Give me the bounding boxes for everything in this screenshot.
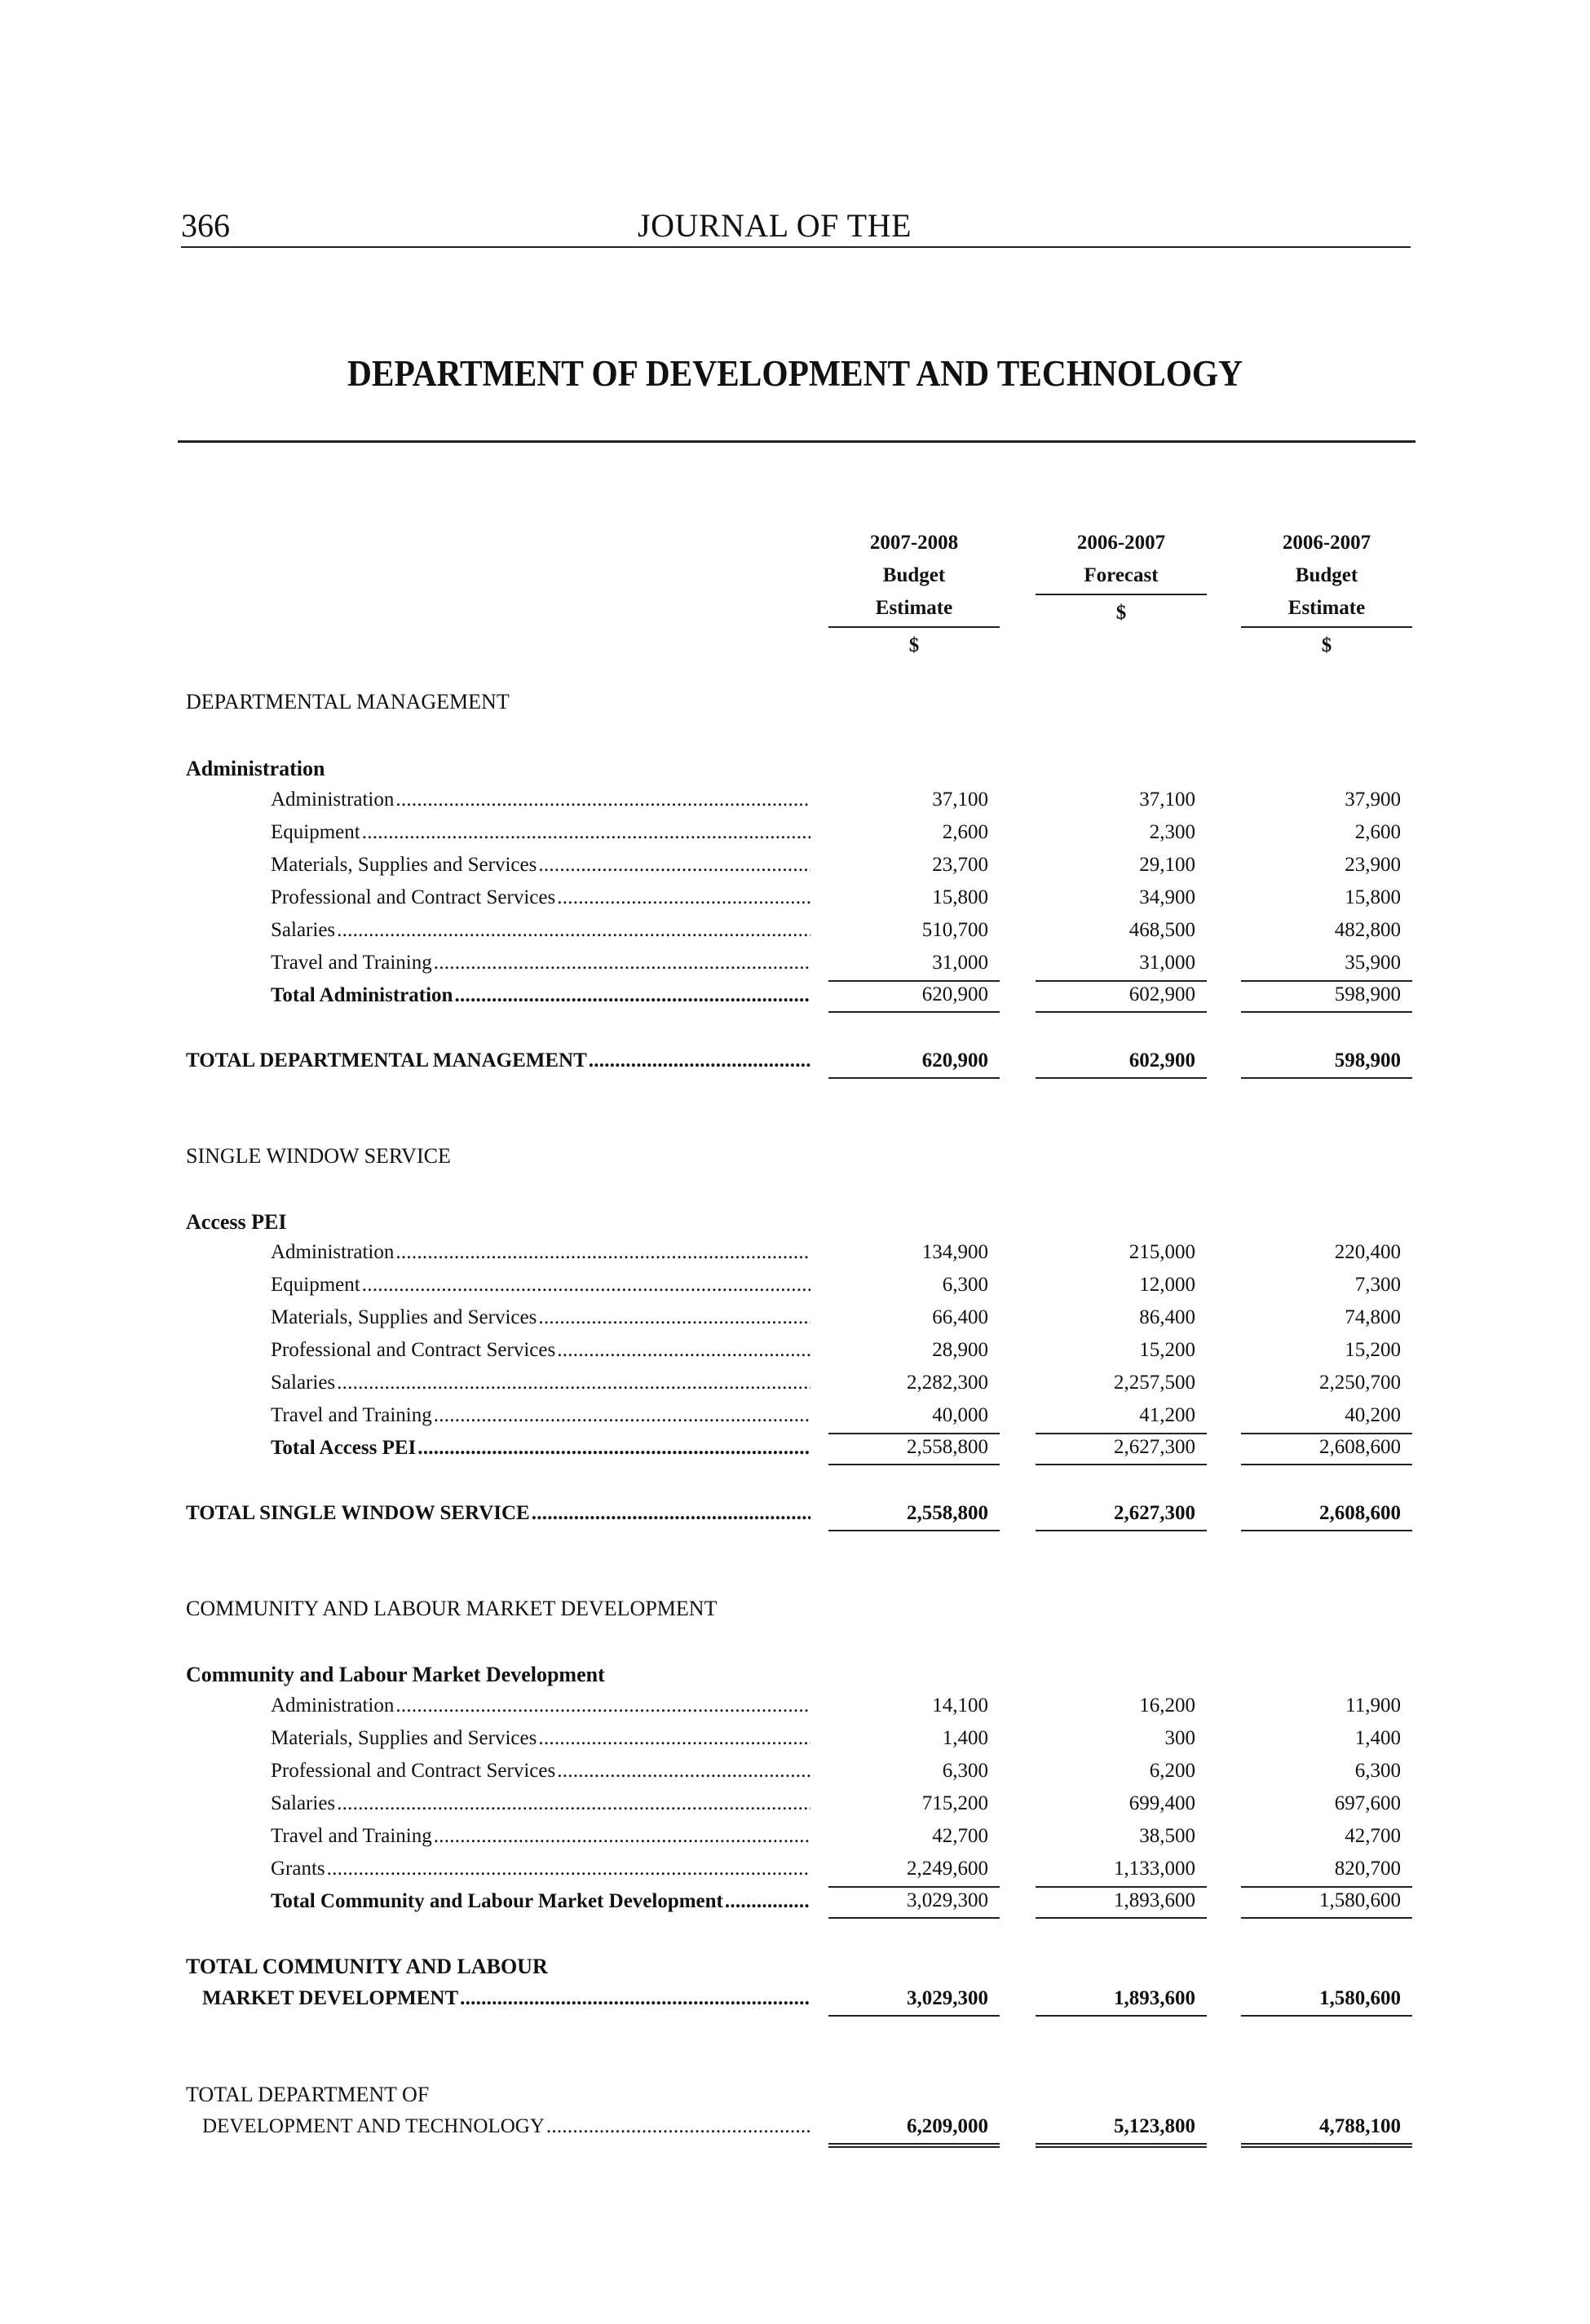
- line-item-value: 40,200: [1345, 1404, 1401, 1426]
- line-item-value: 66,400: [932, 1306, 988, 1328]
- line-item-value: 2,282,300: [907, 1372, 988, 1394]
- line-item-label: Equipment . . .: [271, 821, 810, 849]
- subtotal-value: 620,900: [828, 980, 1000, 1013]
- line-item-value: 15,200: [1139, 1339, 1195, 1361]
- section-total-value: 3,029,300: [828, 1987, 1000, 2017]
- line-item-value: 220,400: [1334, 1241, 1401, 1263]
- subtotal-label: Total Access PEI . . .: [271, 1437, 810, 1465]
- line-item-value: 31,000: [1139, 952, 1195, 974]
- journal-title: JOURNAL OF THE: [638, 207, 912, 244]
- section-total-value: 2,608,600: [1241, 1502, 1412, 1531]
- sub-heading: Administration: [186, 757, 325, 780]
- line-item-value: 15,800: [1345, 886, 1401, 908]
- line-item-value: 74,800: [1345, 1306, 1401, 1328]
- line-item-value: 16,200: [1139, 1694, 1195, 1716]
- section-total-value: 2,627,300: [1036, 1502, 1207, 1531]
- line-item-label: Salaries . . .: [271, 1792, 810, 1820]
- line-item-value: 34,900: [1139, 886, 1195, 908]
- title-rule: [178, 440, 1416, 443]
- line-item-value: 2,300: [1149, 821, 1195, 843]
- line-item-value: 134,900: [921, 1241, 988, 1263]
- subtotal-value: 2,627,300: [1036, 1433, 1207, 1465]
- document-title: DEPARTMENT OF DEVELOPMENT AND TECHNOLOGY: [347, 353, 1243, 394]
- line-item-value: 37,100: [932, 789, 988, 811]
- line-item-value: 715,200: [921, 1792, 988, 1814]
- line-item-value: 1,400: [1354, 1727, 1401, 1749]
- section-total-label: TOTAL SINGLE WINDOW SERVICE . . .: [186, 1502, 810, 1530]
- line-item-label: Materials, Supplies and Services . . .: [271, 854, 810, 881]
- line-item-label: Administration . . .: [271, 1694, 810, 1722]
- line-item-value: 15,800: [932, 886, 988, 908]
- running-header: [181, 201, 1411, 248]
- line-item-value: 6,300: [1354, 1760, 1401, 1782]
- page-number: 366: [181, 207, 230, 244]
- line-item-label: Salaries . . .: [271, 919, 810, 947]
- line-item-value: 23,700: [932, 854, 988, 876]
- line-item-label: Salaries . . .: [271, 1372, 810, 1399]
- column-header-budget-2006-2007: 2006-2007 Budget Estimate $: [1241, 527, 1412, 662]
- line-item-value: 14,100: [932, 1694, 988, 1716]
- section-total-value: 620,900: [828, 1049, 1000, 1079]
- section-total-label: TOTAL DEPARTMENTAL MANAGEMENT . . .: [186, 1049, 810, 1077]
- line-item-label: Travel and Training . . .: [271, 1825, 810, 1853]
- line-item-label: Administration . . .: [271, 1241, 810, 1269]
- section-heading: COMMUNITY AND LABOUR MARKET DEVELOPMENT: [186, 1597, 718, 1620]
- line-item-value: 2,257,500: [1114, 1372, 1195, 1394]
- line-item-value: 28,900: [932, 1339, 988, 1361]
- line-item-label: Travel and Training . . .: [271, 952, 810, 979]
- line-item-value: 42,700: [1345, 1825, 1401, 1847]
- line-item-value: 37,100: [1139, 789, 1195, 811]
- line-item-value: 2,600: [942, 821, 988, 843]
- line-item-value: 2,250,700: [1319, 1372, 1401, 1394]
- section-total-value: 1,580,600: [1241, 1987, 1412, 2017]
- line-item-value: 482,800: [1334, 919, 1401, 941]
- line-item-value: 23,900: [1345, 854, 1401, 876]
- line-item-label: Materials, Supplies and Services . . .: [271, 1306, 810, 1334]
- line-item-value: 215,000: [1128, 1241, 1195, 1263]
- line-item-value: 15,200: [1345, 1339, 1401, 1361]
- line-item-value: 510,700: [921, 919, 988, 941]
- subtotal-value: 598,900: [1241, 980, 1412, 1013]
- subtotal-value: 2,608,600: [1241, 1433, 1412, 1465]
- section-total-value: 1,893,600: [1036, 1987, 1207, 2017]
- grand-total-value: 5,123,800: [1036, 2115, 1207, 2148]
- section-heading: SINGLE WINDOW SERVICE: [186, 1144, 451, 1168]
- section-total-value: 2,558,800: [828, 1502, 1000, 1531]
- subtotal-value: 2,558,800: [828, 1433, 1000, 1465]
- grand-total-label-line1: TOTAL DEPARTMENT OF: [186, 2083, 430, 2106]
- line-item-value: 12,000: [1139, 1274, 1195, 1296]
- subtotal-value: 3,029,300: [828, 1886, 1000, 1919]
- line-item-label: Travel and Training . . .: [271, 1404, 810, 1432]
- subtotal-label: Total Administration . . .: [271, 984, 810, 1012]
- line-item-label: Professional and Contract Services . . .: [271, 1339, 810, 1367]
- line-item-value: 6,200: [1149, 1760, 1195, 1782]
- section-total-value: 602,900: [1036, 1049, 1207, 1079]
- line-item-value: 7,300: [1354, 1274, 1401, 1296]
- line-item-label: Equipment . . .: [271, 1274, 810, 1301]
- line-item-value: 6,300: [942, 1760, 988, 1782]
- line-item-value: 6,300: [942, 1274, 988, 1296]
- line-item-value: 697,600: [1334, 1792, 1401, 1814]
- line-item-label: Professional and Contract Services . . .: [271, 1760, 810, 1787]
- line-item-value: 699,400: [1128, 1792, 1195, 1814]
- column-header-budget-2007-2008: 2007-2008 Budget Estimate $: [828, 527, 1000, 662]
- line-item-label: Professional and Contract Services . . .: [271, 886, 810, 914]
- grand-total-value: 4,788,100: [1241, 2115, 1412, 2148]
- line-item-value: 468,500: [1128, 919, 1195, 941]
- section-heading: DEPARTMENTAL MANAGEMENT: [186, 690, 510, 714]
- line-item-value: 2,249,600: [907, 1858, 988, 1880]
- line-item-value: 42,700: [932, 1825, 988, 1847]
- grand-total-label: DEVELOPMENT AND TECHNOLOGY . . .: [202, 2115, 810, 2143]
- line-item-value: 86,400: [1139, 1306, 1195, 1328]
- line-item-label: Grants . . .: [271, 1858, 810, 1885]
- section-total-value: 598,900: [1241, 1049, 1412, 1079]
- line-item-label: Materials, Supplies and Services . . .: [271, 1727, 810, 1755]
- subtotal-value: 1,893,600: [1036, 1886, 1207, 1919]
- line-item-value: 31,000: [932, 952, 988, 974]
- sub-heading: Community and Labour Market Development: [186, 1663, 605, 1686]
- subtotal-value: 602,900: [1036, 980, 1207, 1013]
- subtotal-label: Total Community and Labour Market Development . . .: [271, 1890, 810, 1918]
- line-item-value: 38,500: [1139, 1825, 1195, 1847]
- line-item-value: 37,900: [1345, 789, 1401, 811]
- sub-heading: Access PEI: [186, 1210, 287, 1234]
- line-item-value: 11,900: [1345, 1694, 1401, 1716]
- line-item-value: 40,000: [932, 1404, 988, 1426]
- line-item-value: 2,600: [1354, 821, 1401, 843]
- line-item-value: 300: [1164, 1727, 1195, 1749]
- line-item-value: 29,100: [1139, 854, 1195, 876]
- line-item-label: Administration . . .: [271, 789, 810, 816]
- section-total-label-line1: TOTAL COMMUNITY AND LABOUR: [186, 1955, 548, 1978]
- subtotal-value: 1,580,600: [1241, 1886, 1412, 1919]
- column-header-forecast-2006-2007: 2006-2007 Forecast $: [1036, 527, 1207, 630]
- grand-total-value: 6,209,000: [828, 2115, 1000, 2148]
- section-total-label: MARKET DEVELOPMENT . . .: [202, 1987, 810, 2015]
- line-item-value: 35,900: [1345, 952, 1401, 974]
- line-item-value: 1,400: [942, 1727, 988, 1749]
- line-item-value: 41,200: [1139, 1404, 1195, 1426]
- line-item-value: 1,133,000: [1114, 1858, 1195, 1880]
- line-item-value: 820,700: [1334, 1858, 1401, 1880]
